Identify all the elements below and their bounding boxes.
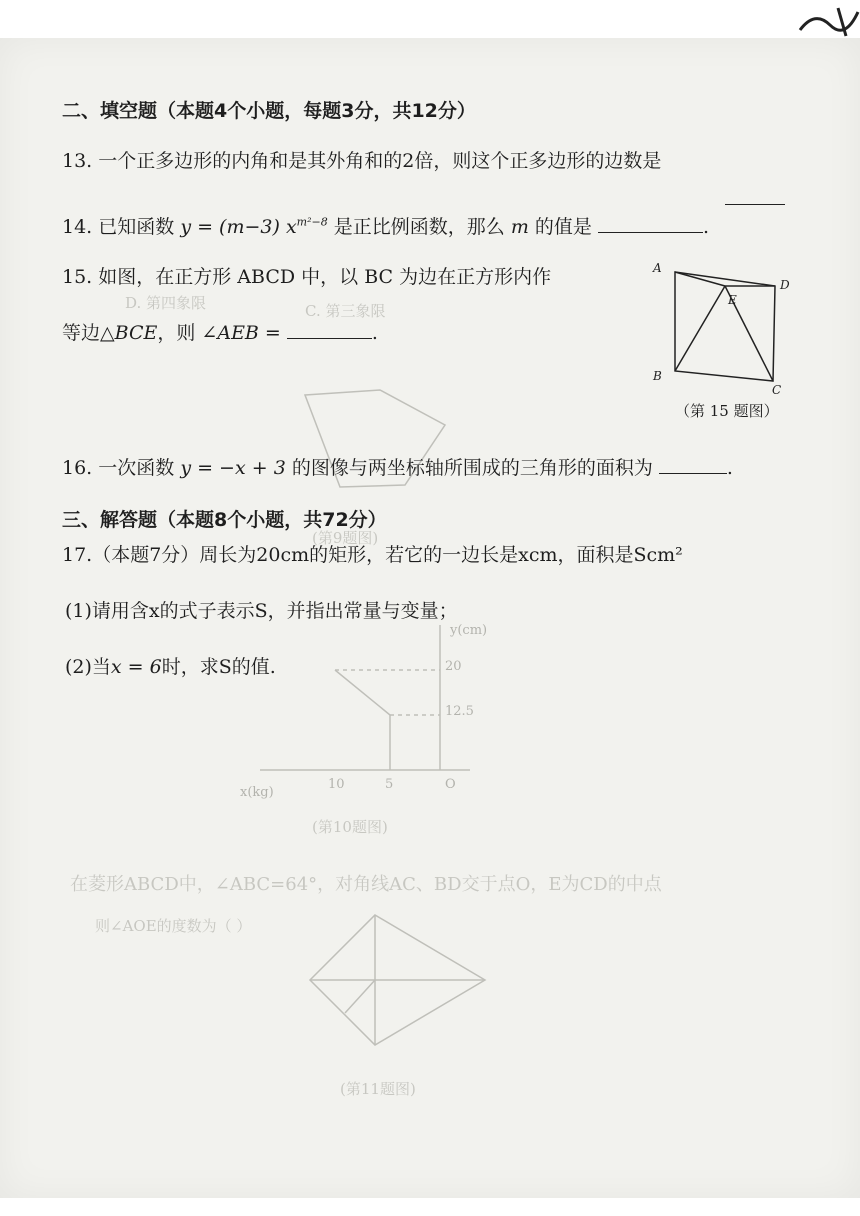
bleed-text: (第9题图) — [312, 529, 379, 547]
condition-formula: x = 6 — [110, 656, 162, 678]
question-number: 14. — [62, 216, 93, 238]
answer-blank — [725, 184, 785, 205]
bleed-text: (第10题图) — [312, 818, 388, 836]
angle-label: ∠AEB = — [201, 322, 281, 344]
question-number: 13. — [62, 150, 93, 172]
segment-ae — [675, 272, 725, 286]
bleed-graph — [240, 620, 500, 810]
square-abcd — [675, 272, 775, 381]
triangle-label: △BCE — [100, 322, 158, 344]
question-16: 16. 一次函数 y = −x + 3 的图像与两坐标轴所围成的三角形的面积为 . — [62, 457, 733, 479]
bleed-rhombus — [290, 905, 510, 1065]
vertex-label-e: E — [728, 293, 737, 307]
question-text: 的图像与两坐标轴所围成的三角形的面积为 — [291, 457, 653, 479]
bleed-tick: 10 — [328, 777, 345, 792]
question-13 — [62, 146, 661, 173]
bleed-axis-label: y(cm) — [450, 623, 488, 638]
section-title: 二、填空题（本题4个小题，每题3分，共12分） — [62, 100, 476, 122]
vertex-label-a: A — [653, 261, 662, 275]
question-15-line2: 等边△BCE，则 ∠AEB = . — [62, 322, 378, 344]
question-text: 等边 — [62, 322, 101, 344]
exponent: m²−8 — [296, 215, 328, 229]
question-text: 是正比例函数，那么 — [333, 216, 505, 238]
question-text: 已知函数 — [98, 216, 175, 238]
segment-be — [675, 286, 725, 371]
answer-blank — [287, 322, 372, 339]
question-text: 的值是 — [534, 216, 592, 238]
question-text: ，则 — [157, 322, 196, 344]
corner-scribble — [790, 0, 860, 40]
variable: m — [510, 216, 529, 238]
answer-blank — [659, 457, 727, 474]
vertex-label-b: B — [653, 369, 662, 383]
bleed-axis-label: x(kg) — [240, 785, 274, 800]
bleed-origin: O — [445, 777, 456, 792]
bleed-text: D. 第四象限 — [125, 294, 207, 312]
question-text: 一个正多边形的内角和是其外角和的2倍，则这个正多边形的边数是 — [98, 150, 662, 172]
bleed-text: 在菱形ABCD中，∠ABC=64°，对角线AC、BD交于点O，E为CD的中点 — [70, 874, 662, 895]
answer-blank — [598, 216, 703, 233]
question-text: 时，求S的值. — [161, 656, 276, 678]
section-title: 三、解答题（本题8个小题，共72分） — [62, 509, 387, 531]
function-formula: y = (m−3) x — [180, 216, 297, 238]
question-text: 如图，在正方形 ABCD 中，以 BC 为边在正方形内作 — [98, 266, 552, 288]
question-17-header: 17.（本题7分）周长为20cm的矩形，若它的一边长是xcm，面积是Scm² — [62, 544, 683, 566]
function-formula: y = −x + 3 — [180, 457, 286, 479]
bleed-text: 则∠AOE的度数为（ ） — [95, 917, 252, 935]
question-17-part1: (1)请用含x的式子表示S，并指出常量与变量； — [65, 600, 458, 622]
bleed-tick: 20 — [445, 659, 462, 674]
question-17-part2 — [65, 652, 276, 679]
question-number: 15. — [62, 266, 93, 288]
bleed-text: C. 第三象限 — [305, 302, 386, 320]
question-number: 16. — [62, 457, 93, 479]
square-figure — [650, 255, 790, 395]
figure-caption: （第 15 题图） — [675, 402, 779, 420]
bleed-tick: 5 — [385, 777, 394, 792]
question-text: (2)当 — [65, 656, 111, 678]
question-text: 一次函数 — [98, 457, 175, 479]
bleed-text: (第11题图) — [340, 1080, 416, 1098]
question-15-line1 — [62, 262, 551, 289]
bleed-quadrilateral — [285, 375, 465, 500]
vertex-label-d: D — [780, 278, 790, 292]
bleed-tick: 12.5 — [445, 704, 474, 719]
vertex-label-c: C — [772, 383, 782, 395]
question-14: 14. 已知函数 y = (m−3) $x^{m^2-8}$ 是正比例函数，那么 m 的值是 . — [62, 215, 710, 238]
